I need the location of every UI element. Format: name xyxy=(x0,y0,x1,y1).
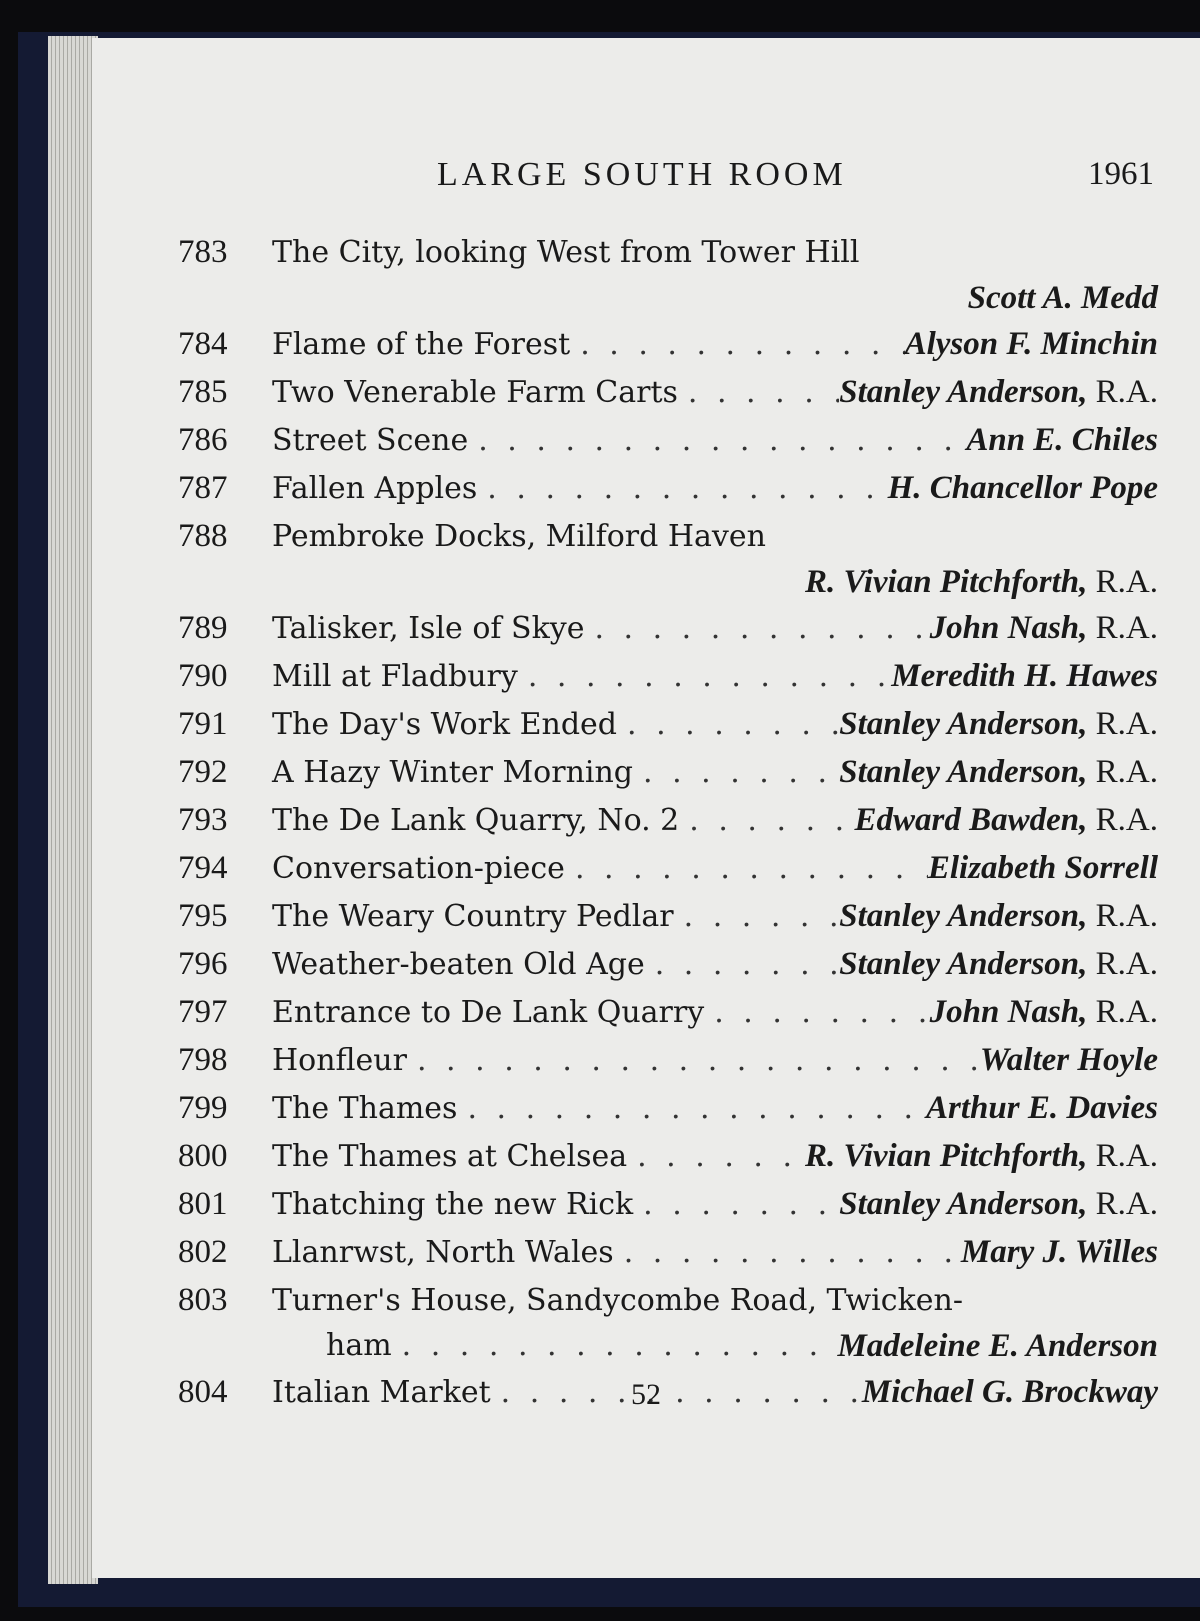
dot-leader xyxy=(457,1085,926,1133)
artist-name: R. Vivian Pitchforth, xyxy=(805,1138,1088,1174)
artist xyxy=(888,464,1158,512)
dot-leader xyxy=(633,1181,839,1229)
artist xyxy=(839,368,1158,416)
honour: R.A. xyxy=(1095,802,1158,838)
catalogue-entry xyxy=(178,416,1158,464)
artist xyxy=(961,1228,1158,1276)
dot-leader xyxy=(392,1324,838,1368)
entry-title: Two Venerable Farm Carts xyxy=(272,375,678,410)
catalogue-entry xyxy=(178,748,1158,796)
honour: R.A. xyxy=(1095,706,1158,742)
entry-title: Turner's House, Sandycombe Road, Twicken- xyxy=(272,1283,963,1318)
entry-title: The Thames at Chelsea xyxy=(272,1139,628,1174)
catalogue-entry xyxy=(178,1228,1158,1276)
catalogue-entry xyxy=(178,1132,1158,1180)
catalogue-entry xyxy=(178,700,1158,748)
entry-title: Honfleur xyxy=(272,1043,407,1078)
dot-leader xyxy=(477,465,887,513)
entry-number: 798 xyxy=(178,1042,228,1078)
entry-number: 789 xyxy=(178,610,228,646)
catalogue-entry xyxy=(178,988,1158,1036)
entry-title: Fallen Apples xyxy=(272,471,478,506)
artist xyxy=(891,652,1158,700)
honour: R.A. xyxy=(1095,1138,1158,1174)
dot-leader xyxy=(614,1229,961,1277)
artist-name: Alyson F. Minchin xyxy=(904,326,1158,362)
honour: R.A. xyxy=(1095,754,1158,790)
artist-name: Elizabeth Sorrell xyxy=(927,850,1158,886)
dot-leader xyxy=(627,1133,805,1181)
entry-number: 788 xyxy=(178,518,228,554)
entry-number: 791 xyxy=(178,706,228,742)
dot-leader xyxy=(678,369,839,417)
catalogue-entry xyxy=(178,892,1158,940)
artist xyxy=(930,604,1158,652)
catalogue-entry xyxy=(178,1180,1158,1228)
page-edges xyxy=(48,36,98,1584)
entry-number: 801 xyxy=(178,1186,228,1222)
artist-name: John Nash, xyxy=(929,994,1088,1030)
artist xyxy=(805,560,1158,604)
entry-title-continued: ham xyxy=(326,1328,392,1363)
catalogue-page xyxy=(92,38,1200,1578)
catalogue-entry xyxy=(178,1276,1158,1368)
artist xyxy=(839,700,1158,748)
catalogue-entry xyxy=(178,1036,1158,1084)
page-number: 52 xyxy=(631,1378,661,1411)
dot-leader xyxy=(584,605,929,653)
entry-number: 792 xyxy=(178,754,228,790)
artist xyxy=(905,320,1158,368)
entry-number: 790 xyxy=(178,658,228,694)
artist-name: Michael G. Brockway xyxy=(861,1374,1158,1410)
artist xyxy=(805,1132,1158,1180)
artist-name: Meredith H. Hawes xyxy=(891,658,1158,694)
entry-title: A Hazy Winter Morning xyxy=(272,755,634,790)
artist-name: Stanley Anderson, xyxy=(839,898,1088,934)
entry-title: Street Scene xyxy=(272,423,469,458)
artist-name: Scott A. Medd xyxy=(967,280,1158,316)
catalogue-entry xyxy=(178,1084,1158,1132)
honour: R.A. xyxy=(1095,898,1158,934)
artist xyxy=(928,844,1158,892)
artist-name: John Nash, xyxy=(929,610,1088,646)
entry-title: Talisker, Isle of Skye xyxy=(272,611,585,646)
catalogue-entry xyxy=(178,796,1158,844)
catalogue-entry xyxy=(178,228,1158,320)
honour: R.A. xyxy=(1095,946,1158,982)
artist-name: Stanley Anderson, xyxy=(839,754,1088,790)
dot-leader xyxy=(407,1037,980,1085)
artist xyxy=(980,1036,1158,1084)
entry-title: Llanrwst, North Wales xyxy=(272,1235,614,1270)
entry-number: 800 xyxy=(178,1138,228,1174)
entry-number: 799 xyxy=(178,1090,228,1126)
honour: R.A. xyxy=(1095,374,1158,410)
artist xyxy=(839,748,1158,796)
entry-title: Conversation-piece xyxy=(272,851,565,886)
dot-leader xyxy=(617,701,839,749)
entry-title: The De Lank Quarry, No. 2 xyxy=(272,803,680,838)
artist-name: Stanley Anderson, xyxy=(839,706,1088,742)
artist xyxy=(926,1084,1158,1132)
honour: R.A. xyxy=(1095,610,1158,646)
artist-name: Stanley Anderson, xyxy=(839,374,1088,410)
entry-number: 803 xyxy=(178,1282,228,1318)
artist-name: Edward Bawden, xyxy=(854,802,1088,838)
catalogue-entry xyxy=(178,844,1158,892)
artist xyxy=(855,796,1158,844)
entry-number: 793 xyxy=(178,802,228,838)
artist-name: Walter Hoyle xyxy=(979,1042,1158,1078)
honour: R.A. xyxy=(1095,564,1158,600)
artist-name: Ann E. Chiles xyxy=(966,422,1158,458)
entry-number: 785 xyxy=(178,374,228,410)
artist xyxy=(837,1324,1158,1368)
entry-number: 802 xyxy=(178,1234,228,1270)
catalogue-entry xyxy=(178,464,1158,512)
catalogue-entry xyxy=(178,368,1158,416)
entry-title: Thatching the new Rick xyxy=(272,1187,634,1222)
artist-name: Mary J. Willes xyxy=(960,1234,1158,1270)
entry-title: Weather-beaten Old Age xyxy=(272,947,645,982)
entry-title: The Thames xyxy=(272,1091,458,1126)
artist xyxy=(839,1180,1158,1228)
entry-number: 804 xyxy=(178,1374,228,1410)
entry-title: The Weary Country Pedlar xyxy=(272,899,674,934)
entry-number: 783 xyxy=(178,234,228,270)
year: 1961 xyxy=(1088,156,1154,192)
running-head xyxy=(92,156,1200,206)
artist-name: Madeleine E. Anderson xyxy=(837,1328,1158,1364)
artist-name: H. Chancellor Pope xyxy=(887,470,1158,506)
dot-leader xyxy=(565,845,928,893)
honour: R.A. xyxy=(1095,1186,1158,1222)
dot-leader xyxy=(468,417,966,465)
entry-title: The City, looking West from Tower Hill xyxy=(272,235,860,270)
artist xyxy=(839,940,1158,988)
dot-leader xyxy=(645,941,840,989)
entry-title: Flame of the Forest xyxy=(272,327,571,362)
dot-leader xyxy=(679,797,854,845)
catalogue-entry xyxy=(178,940,1158,988)
catalogue-entry xyxy=(178,652,1158,700)
artist-name: Stanley Anderson, xyxy=(839,946,1088,982)
artist xyxy=(839,892,1158,940)
artist-name: R. Vivian Pitchforth, xyxy=(805,564,1088,600)
dot-leader xyxy=(674,893,840,941)
entry-title: The Day's Work Ended xyxy=(272,707,617,742)
room-title: LARGE SOUTH ROOM xyxy=(437,156,847,193)
artist-name: Stanley Anderson, xyxy=(839,1186,1088,1222)
entry-number: 794 xyxy=(178,850,228,886)
entry-title: Mill at Fladbury xyxy=(272,659,518,694)
catalogue-entry xyxy=(178,604,1158,652)
artist-name: Arthur E. Davies xyxy=(926,1090,1158,1126)
entry-number: 787 xyxy=(178,470,228,506)
dot-leader xyxy=(633,749,839,797)
entry-number: 786 xyxy=(178,422,228,458)
dot-leader xyxy=(704,989,929,1037)
catalogue-entry xyxy=(178,512,1158,604)
entry-title: Pembroke Docks, Milford Haven xyxy=(272,519,766,554)
artist xyxy=(966,416,1158,464)
catalogue-entry xyxy=(178,320,1158,368)
dot-leader xyxy=(518,653,891,701)
entry-title: Italian Market xyxy=(272,1375,491,1410)
entry-number: 796 xyxy=(178,946,228,982)
honour: R.A. xyxy=(1095,994,1158,1030)
entry-list xyxy=(178,228,1158,1416)
artist xyxy=(968,276,1158,320)
entry-title: Entrance to De Lank Quarry xyxy=(272,995,705,1030)
dot-leader xyxy=(570,321,904,369)
entry-number: 797 xyxy=(178,994,228,1030)
artist xyxy=(930,988,1158,1036)
entry-number: 784 xyxy=(178,326,228,362)
entry-number: 795 xyxy=(178,898,228,934)
